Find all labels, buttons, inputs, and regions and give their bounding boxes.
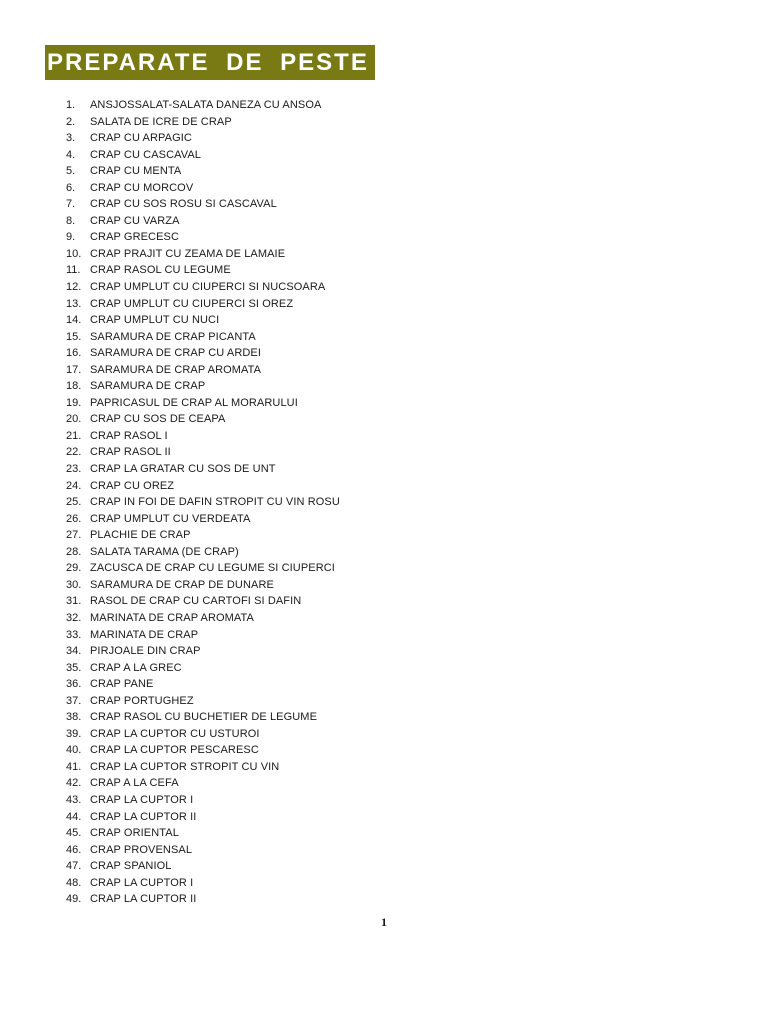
list-item-text: CRAP UMPLUT CU VERDEATA — [90, 512, 251, 525]
list-item — [66, 627, 340, 644]
list-item-number: 36. — [66, 678, 82, 691]
list-item-text: CRAP CU SOS ROSU SI CASCAVAL — [90, 198, 277, 211]
list-item-text: SARAMURA DE CRAP AROMATA — [90, 363, 262, 376]
list-item-number: 33. — [66, 628, 82, 641]
list-item-text: PLACHIE DE CRAP — [90, 529, 191, 542]
list-item-number: 1. — [66, 99, 76, 111]
list-item — [66, 610, 340, 627]
list-item-number: 34. — [66, 645, 82, 658]
list-item-number: 14. — [66, 314, 82, 327]
list-item-text: CRAP UMPLUT CU CIUPERCI SI NUCSOARA — [90, 281, 326, 294]
list-item — [66, 97, 340, 114]
list-item-number: 15. — [66, 330, 82, 343]
page-number: 1 — [381, 915, 387, 929]
list-item-number: 16. — [66, 347, 82, 360]
list-item-number: 48. — [66, 876, 82, 889]
list-item-text: SARAMURA DE CRAP CU ARDEI — [90, 347, 262, 360]
list-item-text: CRAP LA GRATAR CU SOS DE UNT — [90, 463, 276, 476]
list-item-number: 49. — [66, 893, 82, 906]
list-item — [66, 792, 340, 809]
list-item-text: SARAMURA DE CRAP PICANTA — [90, 330, 256, 343]
list-item-text: SALATA DE ICRE DE CRAP — [90, 115, 232, 128]
list-item-text: CRAP IN FOI DE DAFIN STROPIT CU VIN ROSU — [90, 496, 340, 509]
list-item — [66, 726, 340, 743]
list-item-text: CRAP LA CUPTOR CU USTUROI — [90, 727, 260, 740]
list-item-number: 2. — [66, 115, 76, 128]
list-item — [66, 196, 340, 213]
list-item — [66, 593, 340, 610]
list-item-text: CRAP LA CUPTOR I — [90, 876, 194, 889]
list-item — [66, 296, 340, 313]
list-item-number: 13. — [66, 297, 82, 310]
list-item — [66, 891, 340, 908]
list-item — [66, 759, 340, 776]
list-item-text: CRAP ORIENTAL — [90, 827, 179, 840]
list-item-number: 38. — [66, 711, 82, 724]
list-item-number: 4. — [66, 148, 76, 161]
list-item — [66, 643, 340, 660]
list-item-number: 5. — [66, 165, 76, 178]
list-item — [66, 825, 340, 842]
list-item-text: ZACUSCA DE CRAP CU LEGUME SI CIUPERCI — [90, 562, 335, 575]
list-item — [66, 279, 340, 296]
list-item-number: 28. — [66, 545, 82, 558]
list-item-number: 37. — [66, 694, 82, 707]
list-item-text: CRAP GRECESC — [90, 231, 180, 244]
list-item — [66, 577, 340, 594]
list-item-text: CRAP CU ARPAGIC — [90, 132, 192, 145]
list-item — [66, 775, 340, 792]
list-item-text: CRAP LA CUPTOR STROPIT CU VIN — [90, 760, 280, 773]
list-item-number: 45. — [66, 827, 82, 840]
list-item — [66, 858, 340, 875]
list-item-text: CRAP RASOL II — [90, 446, 171, 459]
list-item-number: 24. — [66, 479, 82, 492]
list-item-number: 46. — [66, 843, 82, 856]
list-item — [66, 213, 340, 230]
list-item — [66, 709, 340, 726]
list-item-text: CRAP LA CUPTOR II — [90, 810, 197, 823]
list-item-text: CRAP RASOL I — [90, 429, 168, 442]
list-item — [66, 842, 340, 859]
list-item — [66, 262, 340, 279]
list-item-number: 7. — [66, 198, 76, 211]
list-item-number: 17. — [66, 363, 82, 376]
list-item-number: 42. — [66, 777, 82, 790]
list-item-text: CRAP CU VARZA — [90, 214, 180, 227]
list-item-text: CRAP A LA CEFA — [90, 777, 179, 790]
list-item-text: CRAP PORTUGHEZ — [90, 694, 194, 707]
list-item — [66, 345, 340, 362]
list-item-number: 12. — [66, 281, 82, 294]
list-item — [66, 147, 340, 164]
recipe-list — [66, 97, 340, 908]
list-item-number: 9. — [66, 231, 76, 244]
list-item-number: 21. — [66, 429, 82, 442]
list-item-text: CRAP PANE — [90, 678, 154, 691]
list-item — [66, 130, 340, 147]
list-item-number: 41. — [66, 760, 82, 773]
list-item — [66, 444, 340, 461]
list-item — [66, 660, 340, 677]
list-item-text: CRAP LA CUPTOR I — [90, 793, 194, 806]
list-item — [66, 511, 340, 528]
list-item-text: CRAP CU OREZ — [90, 479, 175, 492]
list-item-text: PAPRICASUL DE CRAP AL MORARULUI — [90, 396, 298, 409]
list-item — [66, 378, 340, 395]
list-item-number: 20. — [66, 413, 82, 426]
list-item-text: CRAP CU CASCAVAL — [90, 148, 202, 161]
list-item-number: 8. — [66, 214, 76, 227]
list-item — [66, 229, 340, 246]
list-item-text: CRAP LA CUPTOR II — [90, 893, 197, 906]
list-item-number: 11. — [66, 264, 81, 277]
list-item — [66, 395, 340, 412]
list-item-text: CRAP UMPLUT CU NUCI — [90, 314, 220, 327]
list-item-text: CRAP PROVENSAL — [90, 843, 193, 856]
document-title: PREPARATE DE PESTE — [45, 45, 375, 80]
list-item — [66, 180, 340, 197]
list-item-text: ANSJOSSALAT-SALATA DANEZA CU ANSOA — [90, 99, 322, 111]
list-item-text: SARAMURA DE CRAP DE DUNARE — [90, 578, 274, 591]
list-item — [66, 163, 340, 180]
list-item-number: 22. — [66, 446, 82, 459]
list-item-text: CRAP LA CUPTOR PESCARESC — [90, 744, 259, 757]
list-item — [66, 114, 340, 131]
list-item-number: 23. — [66, 463, 82, 476]
list-item — [66, 312, 340, 329]
list-item — [66, 742, 340, 759]
list-item — [66, 809, 340, 826]
list-item-number: 3. — [66, 132, 76, 145]
list-item-text: RASOL DE CRAP CU CARTOFI SI DAFIN — [90, 595, 302, 608]
list-item — [66, 411, 340, 428]
list-item — [66, 461, 340, 478]
list-item-text: CRAP RASOL CU LEGUME — [90, 264, 231, 277]
list-item — [66, 494, 340, 511]
list-item — [66, 478, 340, 495]
list-item — [66, 560, 340, 577]
list-item-text: MARINATA DE CRAP AROMATA — [90, 611, 254, 624]
list-item — [66, 428, 340, 445]
list-item — [66, 544, 340, 561]
list-item-text: CRAP SPANIOL — [90, 860, 172, 873]
list-item-text: CRAP UMPLUT CU CIUPERCI SI OREZ — [90, 297, 294, 310]
list-item-text: CRAP RASOL CU BUCHETIER DE LEGUME — [90, 711, 318, 724]
list-item-text: CRAP PRAJIT CU ZEAMA DE LAMAIE — [90, 247, 286, 260]
list-item-number: 43. — [66, 793, 82, 806]
list-item-number: 19. — [66, 396, 82, 409]
list-item-text: CRAP CU SOS DE CEAPA — [90, 413, 226, 426]
list-item — [66, 246, 340, 263]
list-item — [66, 693, 340, 710]
list-item-text: CRAP A LA GREC — [90, 661, 182, 674]
list-item — [66, 362, 340, 379]
list-item-text: SARAMURA DE CRAP — [90, 380, 206, 393]
list-item — [66, 875, 340, 892]
list-item-number: 44. — [66, 810, 82, 823]
list-item-number: 47. — [66, 860, 82, 873]
list-item-number: 35. — [66, 661, 82, 674]
list-item-number: 26. — [66, 512, 82, 525]
list-item — [66, 527, 340, 544]
list-item-text: MARINATA DE CRAP — [90, 628, 199, 641]
list-item-text: PIRJOALE DIN CRAP — [90, 645, 201, 658]
list-item-number: 39. — [66, 727, 82, 740]
list-item-number: 40. — [66, 744, 82, 757]
list-item-number: 27. — [66, 529, 82, 542]
list-item — [66, 329, 340, 346]
list-item-number: 30. — [66, 578, 82, 591]
list-item-number: 6. — [66, 181, 76, 194]
list-item-number: 29. — [66, 562, 82, 575]
list-item-number: 25. — [66, 496, 82, 509]
list-item-text: CRAP CU MORCOV — [90, 181, 194, 194]
list-item — [66, 676, 340, 693]
list-item-number: 32. — [66, 611, 82, 624]
list-item-number: 10. — [66, 247, 82, 260]
list-item-text: CRAP CU MENTA — [90, 165, 182, 178]
list-item-number: 18. — [66, 380, 82, 393]
list-item-number: 31. — [66, 595, 82, 608]
list-item-text: SALATA TARAMA (DE CRAP) — [90, 545, 239, 558]
